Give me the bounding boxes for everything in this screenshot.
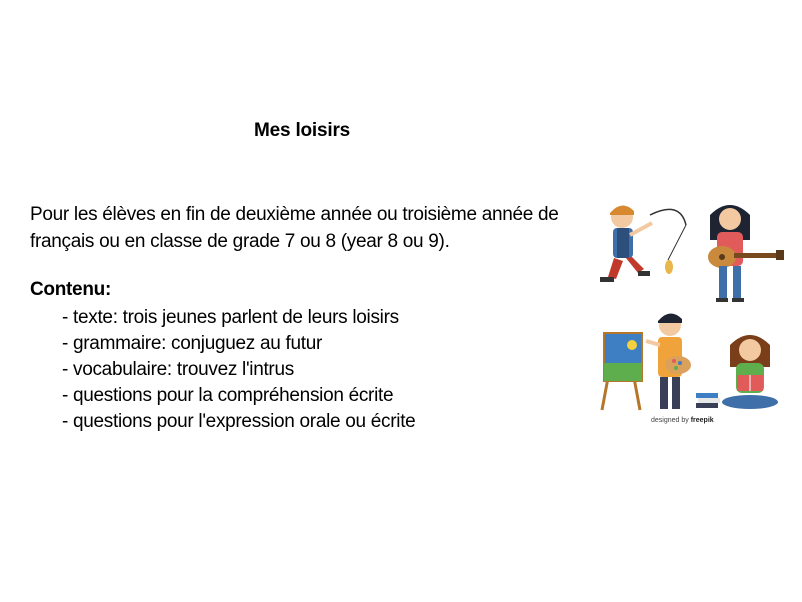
list-item: - vocabulaire: trouvez l'intrus (62, 359, 294, 380)
credit-brand: freepik (690, 417, 714, 424)
hobbies-illustration (590, 195, 790, 430)
painter-boy-icon (602, 313, 691, 410)
contenu-list (62, 305, 415, 435)
intro-paragraph: Pour les élèves en fin de deuxième année ou troisième année de français ou en classe de grade 7 ou 8 (year 8 ou 9). (30, 204, 559, 252)
list-item: - texte: trois jeunes parlent de leurs loisirs (62, 307, 399, 328)
freepik-credit (651, 417, 714, 424)
list-item: - grammaire: conjuguez au futur (62, 333, 322, 354)
contenu-heading: Contenu: (30, 279, 111, 300)
list-item: - questions pour l'expression orale ou écrite (62, 411, 416, 432)
list-item: - questions pour la compréhension écrite (62, 385, 394, 406)
credit-prefix: designed by (651, 417, 689, 424)
fishing-boy-icon (600, 205, 686, 282)
page-title: Mes loisirs (254, 120, 351, 141)
reading-girl-icon (696, 335, 778, 409)
guitar-girl-icon (708, 205, 784, 302)
